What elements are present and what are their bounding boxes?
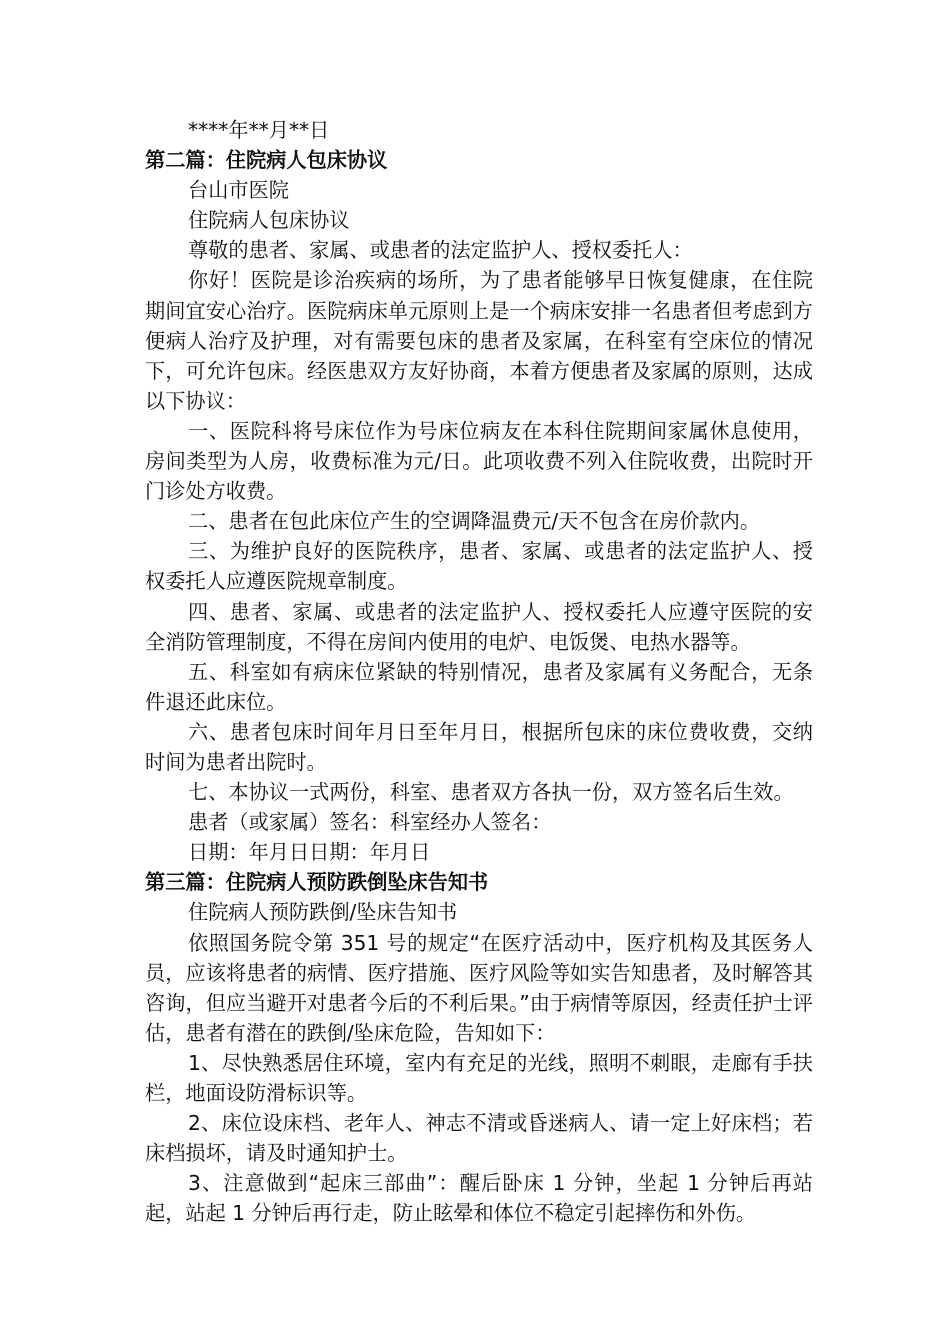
clause-5: 五、科室如有病床位紧缺的特别情况，患者及家属有义务配合，无条件退还此床位。 [145, 659, 813, 714]
document-page [145, 115, 813, 1228]
date-line: ****年**月**日 [188, 118, 330, 142]
clause-2: 二、患者在包此床位产生的空调降温费元/天不包含在房价款内。 [188, 509, 761, 534]
notice-intro: 依照国务院令第 351 号的规定“在医疗活动中，医疗机构及其医务人员，应该将患者的病情、医疗措施、医疗风险等如实告知患者，及时解答其咨询，但应当避开对患者今后的不利后果。”由于病情等原因，经责任护士评估，患者有潜在的跌倒/坠床危险，告知如下： [145, 930, 813, 1045]
notice-item-3: 3、注意做到“起床三部曲”：醒后卧床 1 分钟，坐起 1 分钟后再站起，站起 1 分钟后再行走，防止眩晕和体位不稳定引起摔伤和外伤。 [145, 1171, 813, 1226]
clause-7: 七、本协议一式两份，科室、患者双方各执一份，双方签名后生效。 [188, 780, 794, 805]
section2-heading: 第二篇：住院病人包床协议 [145, 148, 388, 173]
notice-item-2: 2、床位设床档、老年人、神志不清或昏迷病人、请一定上好床档；若床档损坏，请及时通知护士。 [145, 1111, 813, 1166]
clause-6: 六、患者包床时间年月日至年月日，根据所包床的床位费收费，交纳时间为患者出院时。 [145, 719, 813, 774]
signature-line: 患者（或家属）签名：科室经办人签名： [188, 810, 552, 835]
date-sign-line: 日期：年月日日期：年月日 [188, 840, 431, 865]
clause-4: 四、患者、家属、或患者的法定监护人、授权委托人应遵守医院的安全消防管理制度，不得在房间内使用的电炉、电饭煲、电热水器等。 [145, 599, 813, 654]
hospital-name: 台山市医院 [188, 178, 289, 203]
salutation: 尊敬的患者、家属、或患者的法定监护人、授权委托人： [188, 238, 693, 263]
section3-heading: 第三篇：住院病人预防跌倒坠床告知书 [145, 870, 489, 895]
notice-title: 住院病人预防跌倒/坠床告知书 [188, 900, 458, 925]
clause-1: 一、医院科将号床位作为号床位病友在本科住院期间家属休息使用，房间类型为人房，收费标准为元/日。此项收费不列入住院收费，出院时开门诊处方收费。 [145, 418, 813, 504]
clause-3: 三、为维护良好的医院秩序，患者、家属、或患者的法定监护人、授权委托人应遵医院规章制度。 [145, 539, 813, 594]
agreement-title: 住院病人包床协议 [188, 208, 350, 233]
notice-item-1: 1、尽快熟悉居住环境，室内有充足的光线，照明不刺眼，走廊有手扶栏，地面设防滑标识等。 [145, 1050, 813, 1105]
agreement-intro: 你好！医院是诊治疾病的场所，为了患者能够早日恢复健康，在住院期间宜安心治疗。医院病床单元原则上是一个病床安排一名患者但考虑到方便病人治疗及护理，对有需要包床的患者及家属，在科室有空床位的情况下，可允许包床。经医患双方友好协商，本着方便患者及家属的原则，达成以下协议： [145, 268, 813, 413]
